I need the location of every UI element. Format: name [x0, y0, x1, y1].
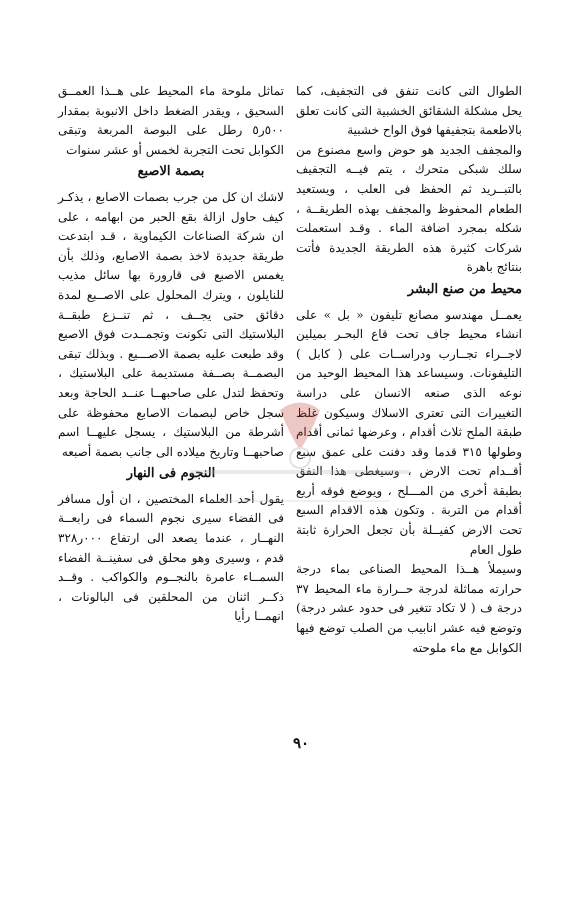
paragraph: الطوال التى كانت تنفق فى التجفيف، كما يحل مشكلة الشقائق الخشبية التى كانت تعلق بالاطعمة بتجفيفها فوق الواح خشبية [296, 84, 522, 138]
paragraph: وسيملأ هــذا المحيط الصناعى بماء درجة حرارته مماثلة لدرجة حــرارة ماء المحيط ٣٧ درجة ف ( لا تكاد تتغير فى حدود عشر درجة) وتوضع فيه عشر انابيب من الصلب توضع فيها الكوابل مع ماء ملوحته [296, 562, 522, 655]
section-heading: محيط من صنع البشر [407, 281, 522, 297]
paragraph: تماثل ملوحة ماء المحيط على هــذا العمــق السحيق ، ويقدر الضغط داخل الانبوبة بمقدار ٥٠٠ر٥ رطل على البوصة المربعة وتبقى الكوابل تحت التجربة لخمس أو عشر سنوات [58, 84, 284, 157]
paragraph: يقول أحد العلماء المختصين ، ان أول مسافر فى الفضاء سيرى نجوم السماء فى رابعــة النهــار ، عندما يصعد الى ارتفاع ٠٠٠ر٣٢٨ قدم ، وسيرى وهو محلق فى سفينــة الفضاء السمــاء عامرة بالنجــوم والكواكب . وقــد ذكــر اثنان من المحلقين فى البالونات ، انهمــا رأيا [58, 491, 284, 624]
paragraph: يعمــل مهندسو مصانع تليفون « بل » على انشاء محيط جاف تحت قاع البحـر بميلين لاجــراء تجــارب ودراســات على ( كابل ) التليفونات. وسيساعد هذا المحيط الوحيد من نوعه الذى صنعه الانسان على دراسة التغييرات التى تعترى الاسلاك وسيكون غلظ طبقة الملح ثلاث أقدام ، وعرضها ثمانى أقدام وطولها ٣١٥ قدما وقد دفنت على عمق سبع أقــدام تحت الارض ، وسيغطى هذا النفق بطبقة أخرى من المـــلح ، ويوضع فوقه أربع أقدام من التربة . وتكون هذه الاقدام السبع تحت الارض كفيــلة بأن تجعل الحرارة ثابتة طول العام [296, 307, 523, 557]
right-column [296, 82, 522, 658]
paragraph: لاشك ان كل من جرب بصمات الاصابع ، يذكـر كيف حاول ازالة بقع الحبر من ابهامه ، على ان شركة الصناعات الكيماوية ، قـد ابتدعت طريقة جديدة لاخذ بصمة الاصابع، وذلك بأن يغمس الاصبع فى قارورة بها سائل مذيب للنايلون ، ويترك المحلول على الاصــبع لمدة دقائق حتى يجــف ، ثم تنــزع طبقــة البلاستيك التى تكونت وتجمــدت فوق الاصبع وقد طبعت عليه بصمة الاصـــبع . وبذلك تبقى البصمــة بصــفة مستديمة على البلاستيك ، وتحفظ لتدل على صاحبهــا عنــد الحاجة وبعد سجل خاص لبصمات الاصابع محفوظة على أشرطة من البلاستيك ، يسجل عليهــا اسم صاحبهــا وتاريخ ميلاده الى جانب بصمة أصبعه [58, 189, 284, 459]
left-column [58, 82, 284, 627]
paragraph: والمجفف الجديد هو حوض واسع مصنوع من سلك شبكى متحرك ، يتم فيــه التجفيف بالتبــريد ثم الحفظ فى العلب ، ويستعيد الطعام المحفوظ والمجفف بهذه الطريقــة ، شكله بمجرد اضافة الماء . وقـد استعملت شركات كثيرة هذه الطريقة الجديدة فأتت بنتائج باهرة [296, 142, 522, 275]
section-heading: النجوم فى النهار [126, 466, 216, 482]
section-heading: بصمة الاصبع [137, 164, 205, 180]
page-number: ٩٠ [292, 734, 310, 752]
